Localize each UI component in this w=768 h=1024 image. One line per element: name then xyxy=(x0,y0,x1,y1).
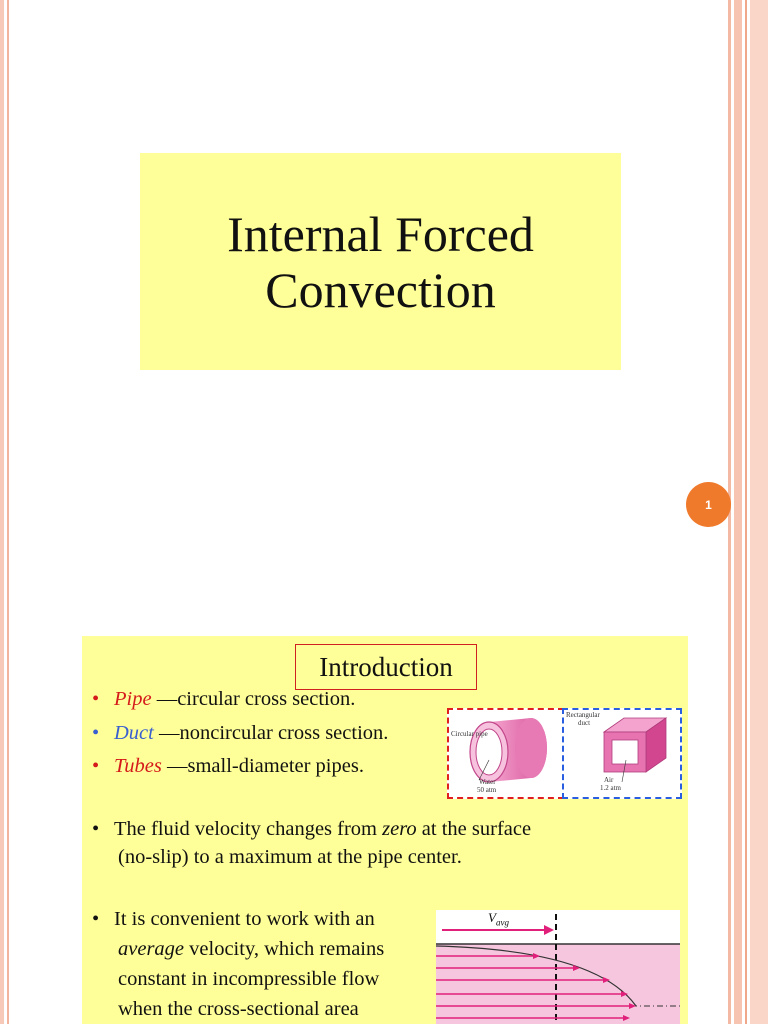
term-tubes: Tubes xyxy=(114,755,162,777)
page-number-badge: 1 xyxy=(686,482,731,527)
pipe-definition: —circular cross section. xyxy=(156,688,356,710)
title-line-2: Convection xyxy=(265,261,496,318)
para2-line-4: when the cross-sectional area xyxy=(118,998,359,1020)
pipe-illustration xyxy=(449,710,562,797)
v-avg-label: $V_{avg}$ xyxy=(488,910,509,928)
pipe-fluid-label: Water xyxy=(479,778,496,786)
duct-label-line1: Rectangular xyxy=(566,711,600,719)
section-heading: Introduction xyxy=(295,644,477,690)
slide-title xyxy=(227,206,534,318)
para1-text-a: The fluid velocity changes from xyxy=(114,818,383,840)
duct-fluid-label: Air xyxy=(604,776,614,784)
right-decorative-border xyxy=(728,0,768,1024)
title-slide xyxy=(140,153,621,370)
bullet-duct: • Duct —noncircular cross section. xyxy=(92,722,389,744)
pipe-pressure-label: 50 atm xyxy=(477,786,497,794)
velocity-profile-figure xyxy=(436,910,680,1024)
para1-text-b: at the surface xyxy=(416,818,532,840)
para2-average: average xyxy=(118,938,185,960)
rectangular-duct-figure xyxy=(562,708,682,799)
bullet-pipe: • Pipe —circular cross section. xyxy=(92,688,356,710)
para2-line-2-rest: velocity, which remains xyxy=(184,938,385,960)
pipe-label: Circular pipe xyxy=(451,730,488,738)
paragraph-velocity: • The fluid velocity changes from zero at the surface xyxy=(92,818,532,840)
tubes-definition: —small-diameter pipes. xyxy=(166,755,364,777)
duct-definition: —noncircular cross section. xyxy=(158,722,389,744)
term-duct: Duct xyxy=(114,722,154,744)
term-pipe: Pipe xyxy=(114,688,152,710)
introduction-slide xyxy=(82,636,688,1024)
para2-line-2 xyxy=(118,938,384,961)
title-line-1: Internal Forced xyxy=(227,205,534,262)
bullet-tubes: • Tubes —small-diameter pipes. xyxy=(92,755,364,777)
para2-line-3: constant in incompressible flow xyxy=(118,968,380,990)
velocity-profile-illustration xyxy=(436,910,680,1024)
para2-line-1: It is convenient to work with an xyxy=(114,908,375,930)
para1-zero: zero xyxy=(382,818,417,840)
para1-line-2: (no-slip) to a maximum at the pipe center. xyxy=(118,846,462,868)
duct-label-line2: duct xyxy=(578,719,591,727)
left-decorative-border xyxy=(0,0,12,1024)
paragraph-average: • It is convenient to work with an xyxy=(92,908,375,930)
circular-pipe-figure xyxy=(447,708,564,799)
duct-pressure-label: 1.2 atm xyxy=(600,784,621,792)
